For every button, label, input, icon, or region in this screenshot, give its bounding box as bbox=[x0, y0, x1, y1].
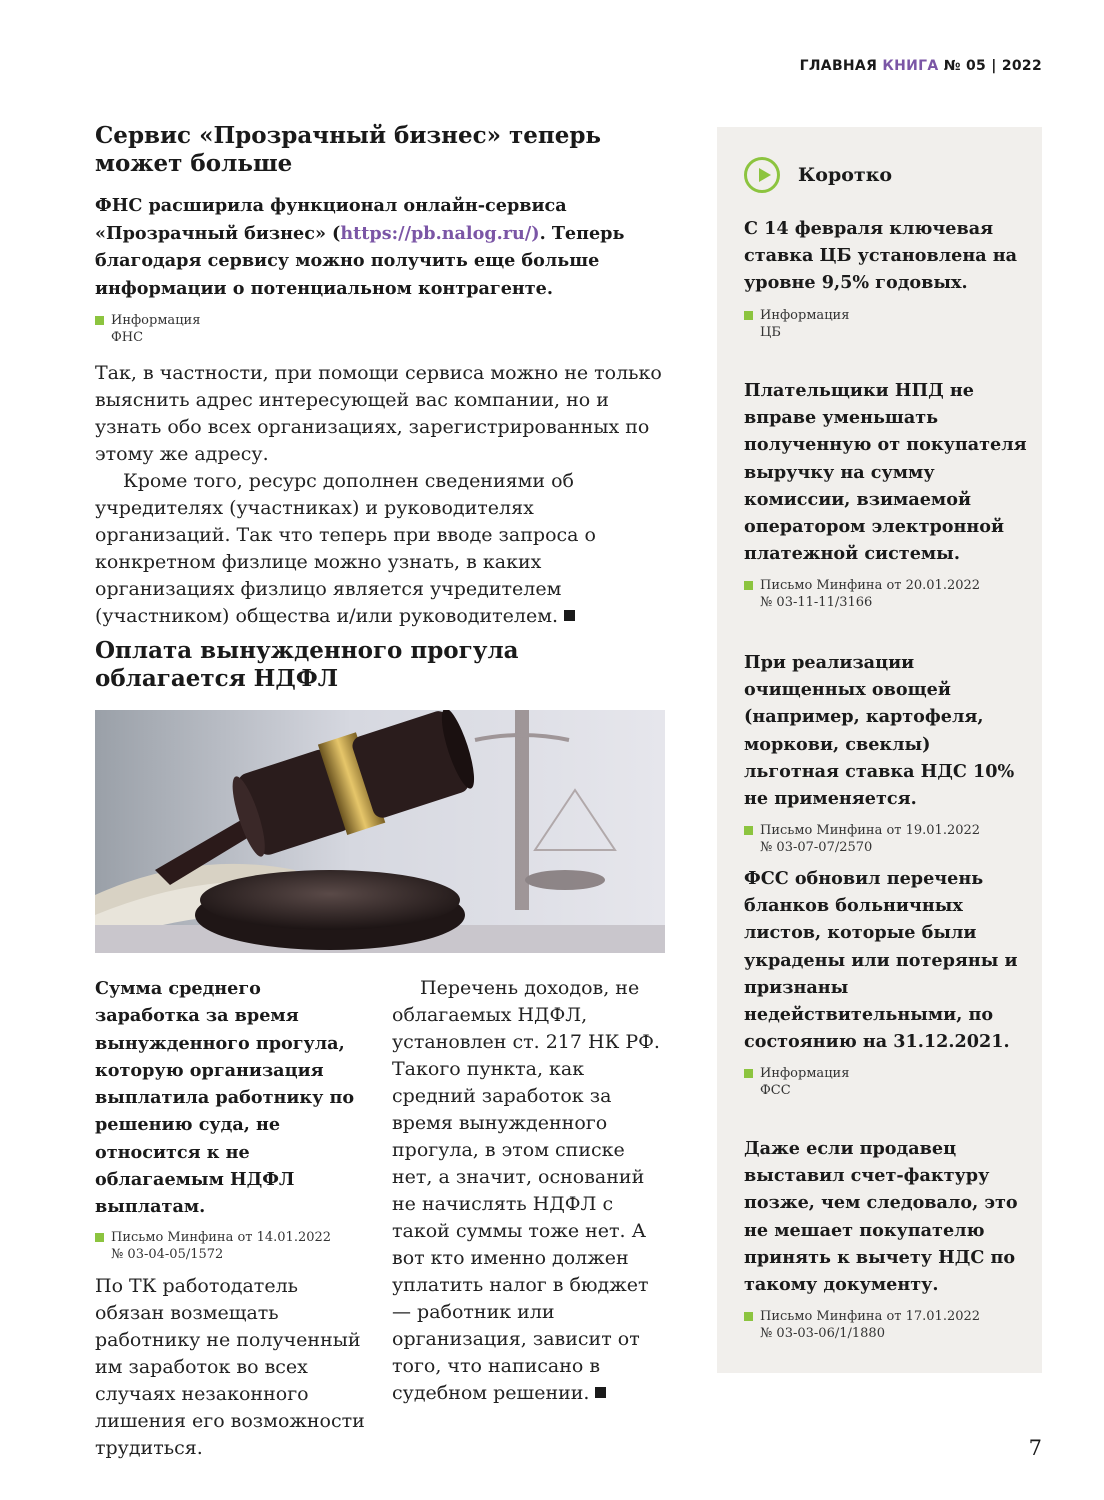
brand-kniga: КНИГА bbox=[882, 58, 939, 74]
sidebar-title: Коротко bbox=[798, 164, 893, 186]
news-source: Информация ФСС bbox=[744, 1065, 1029, 1099]
article-title: Сервис «Прозрачный бизнес» теперь может больше bbox=[95, 122, 602, 177]
source-marker-icon bbox=[744, 311, 753, 320]
issue-number: № 05 | 2022 bbox=[943, 58, 1042, 74]
news-source: Письмо Минфина от 20.01.2022 № 03-11-11/3166 bbox=[744, 577, 1029, 611]
source-marker-icon bbox=[744, 581, 753, 590]
right-column bbox=[392, 975, 667, 1407]
article-title: Оплата вынужденного прогула облагается НДФЛ bbox=[95, 637, 519, 692]
page-number: 7 bbox=[1028, 1436, 1042, 1460]
running-header bbox=[800, 58, 1042, 74]
service-link[interactable]: https://pb.nalog.ru/) bbox=[340, 222, 540, 244]
article-transparent-business bbox=[95, 122, 665, 630]
article-paragraph: Так, в частности, при помощи сервиса можно не только выяснить адрес интересующей вас компании, но и узнать обо всех организациях, зарегистрированных по этому же адресу. bbox=[95, 362, 662, 465]
sidebar-news-item: Даже если продавец выставил счет-фактуру позже, чем следовало, это не мешает покупателю принять к вычету НДС по такому документу. Письмо Минфина от 17.01.2022 № 03-03-06/1/1880 bbox=[744, 1135, 1029, 1342]
source-marker-icon bbox=[95, 1233, 104, 1242]
sidebar-briefly bbox=[717, 127, 1042, 1373]
sidebar-news-item: С 14 февраля ключевая ставка ЦБ установлена на уровне 9,5% годовых. Информация ЦБ bbox=[744, 215, 1029, 341]
article-source: Информация ФНС bbox=[95, 312, 665, 346]
news-source: Письмо Минфина от 19.01.2022 № 03-07-07/2570 bbox=[744, 822, 1029, 856]
left-column bbox=[95, 975, 370, 1462]
article-source: Письмо Минфина от 14.01.2022 № 03-04-05/1572 bbox=[95, 1229, 370, 1263]
end-mark-icon bbox=[564, 610, 575, 621]
sidebar-news-item: ФСС обновил перечень бланков больничных листов, которые были украдены или потеряны и признаны недействительными, по состоянию на 31.12.2021. Информация ФСС bbox=[744, 865, 1029, 1099]
play-icon bbox=[744, 157, 780, 193]
article-lead: Сумма среднего заработка за время вынужденного прогула, которую организация выплатила работнику по решению суда, не относится к не облагаемым НДФЛ выплатам. bbox=[95, 978, 355, 1218]
source-marker-icon bbox=[744, 1312, 753, 1321]
article-lead: ФНС расширила функционал онлайн-сервиса «Прозрачный бизнес» (https://pb.nalog.ru/). Теперь благодаря сервису можно получить еще больше информации о потенциальном контрагенте. bbox=[95, 195, 625, 299]
sidebar-news-item: Плательщики НПД не вправе уменьшать полученную от покупателя выручку на сумму комиссии, взимаемой оператором электронной платежной системы. Письмо Минфина от 20.01.2022 № 03-11-11/3166 bbox=[744, 377, 1029, 611]
brand-main: ГЛАВНАЯ bbox=[799, 58, 878, 74]
source-marker-icon bbox=[744, 826, 753, 835]
article-forced-absence bbox=[95, 637, 665, 953]
article-paragraph: Перечень доходов, не облагаемых НДФЛ, установлен ст. 217 НК РФ. Такого пункта, как средний заработок за время вынужденного прогула, в этом списке нет, а значит, оснований не начислять НДФЛ с такой суммы тоже нет. А вот кто именно должен уплатить налог в бюджет — работник или организация, зависит от того, что написано в судебном решении. bbox=[392, 977, 660, 1404]
news-source: Письмо Минфина от 17.01.2022 № 03-03-06/1/1880 bbox=[744, 1308, 1029, 1342]
news-source: Информация ЦБ bbox=[744, 307, 1029, 341]
gavel-photo bbox=[95, 710, 665, 953]
sidebar-news-item: При реализации очищенных овощей (например, картофеля, моркови, свеклы) льготная ставка НДС 10% не применяется. Письмо Минфина от 19.01.2022 № 03-07-07/2570 bbox=[744, 649, 1029, 856]
gavel-illustration bbox=[95, 710, 665, 953]
end-mark-icon bbox=[595, 1387, 606, 1398]
source-marker-icon bbox=[744, 1069, 753, 1078]
source-marker-icon bbox=[95, 316, 104, 325]
article-paragraph: Кроме того, ресурс дополнен сведениями об учредителях (участниках) и руководителях организаций. Так что теперь при вводе запроса о конкретном физлице можно узнать, в каких организациях физлицо является учредителем (участником) общества и/или руководителем. bbox=[95, 470, 596, 627]
sidebar-header bbox=[744, 157, 892, 193]
article-paragraph: По ТК работодатель обязан возмещать работнику не полученный им заработок во всех случаях незаконного лишения его возможности трудиться. bbox=[95, 1274, 365, 1459]
